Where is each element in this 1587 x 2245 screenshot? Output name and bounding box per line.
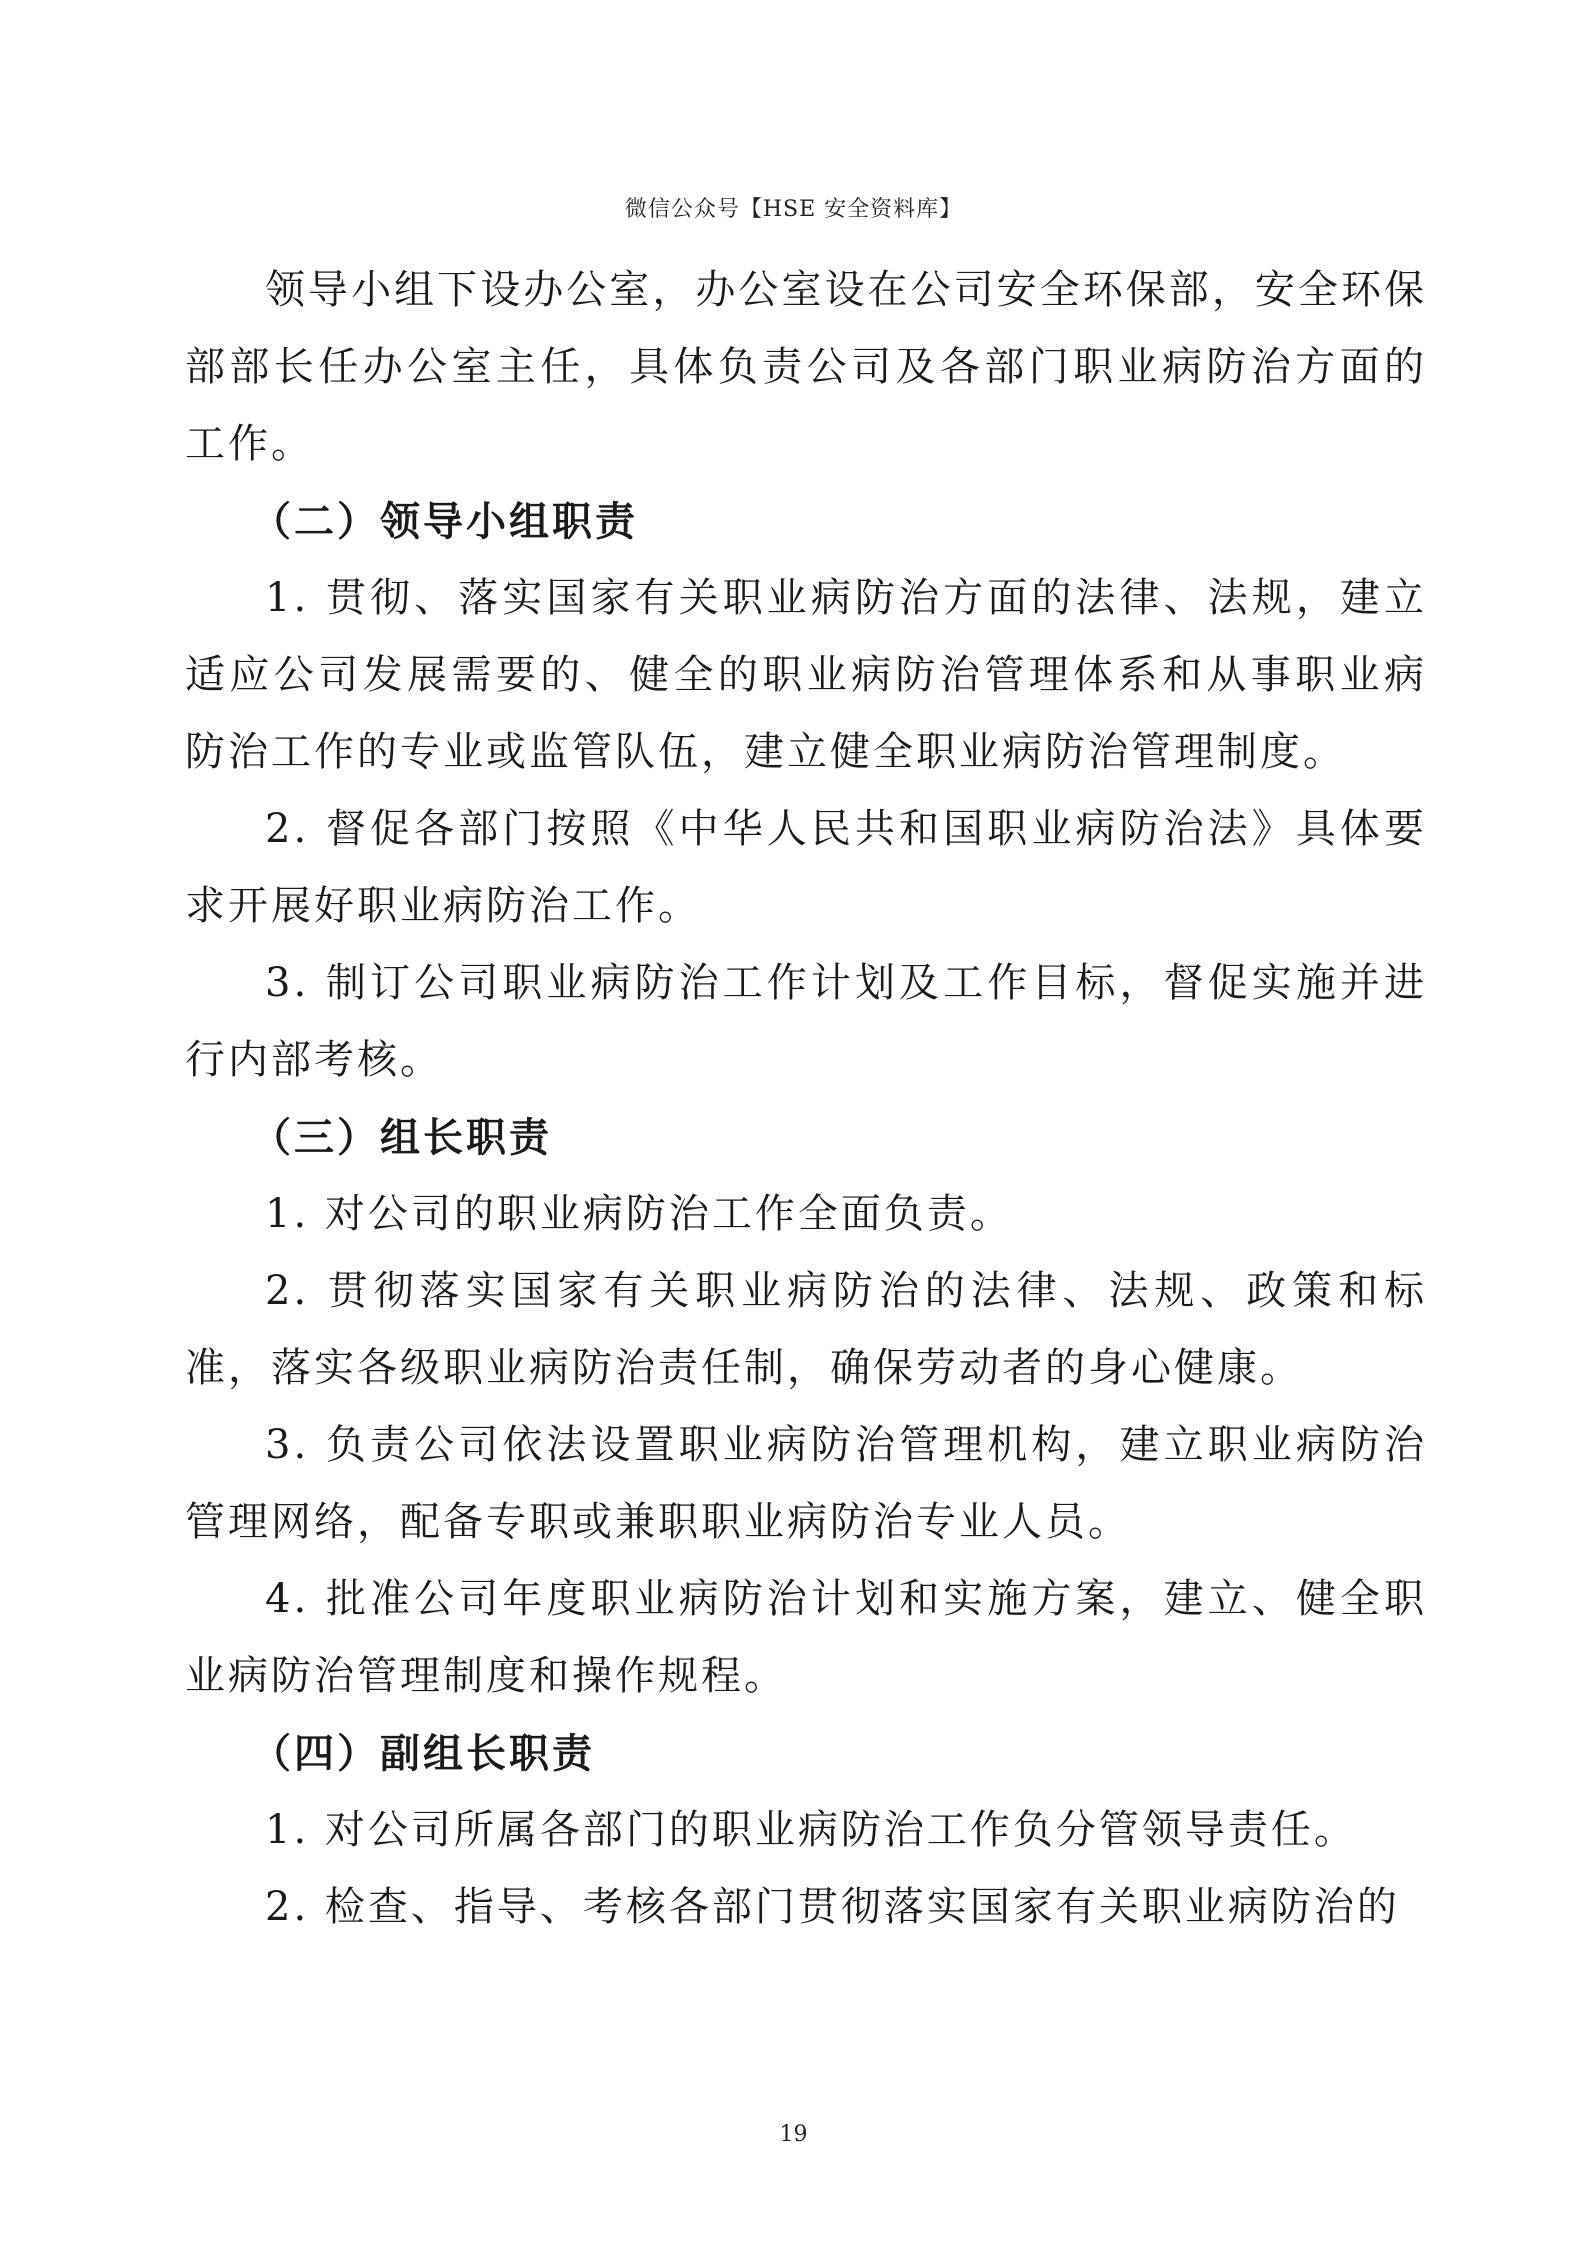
paragraph: 2. 督促各部门按照《中华人民共和国职业病防治法》具体要求开展好职业病防治工作。	[185, 806, 1427, 929]
document-body	[185, 252, 1427, 1946]
paragraph: 4. 批准公司年度职业病防治计划和实施方案，建立、健全职业病防治管理制度和操作规程。	[185, 1576, 1427, 1699]
section-heading-leadership-group-duties: （二）领导小组职责	[251, 498, 638, 545]
page-number: 19	[779, 2122, 808, 2147]
section-heading-deputy-leader-duties: （四）副组长职责	[251, 1730, 595, 1777]
paragraph: 1. 对公司所属各部门的职业病防治工作负分管领导责任。	[265, 1807, 1357, 1853]
intro-paragraph: 领导小组下设办公室，办公室设在公司安全环保部，安全环保部部长任办公室主任，具体负责公司及各部门职业病防治方面的工作。	[185, 267, 1427, 467]
paragraph: 3. 制订公司职业病防治工作计划及工作目标，督促实施并进行内部考核。	[185, 960, 1427, 1083]
paragraph: 2. 检查、指导、考核各部门贯彻落实国家有关职业病防治的	[265, 1884, 1400, 1930]
page-header: 微信公众号【HSE 安全资料库】	[624, 197, 963, 222]
section-heading-group-leader-duties: （三）组长职责	[251, 1114, 552, 1161]
paragraph: 3. 负责公司依法设置职业病防治管理机构，建立职业病防治管理网络，配备专职或兼职职业病防治专业人员。	[185, 1422, 1427, 1545]
paragraph: 1. 贯彻、落实国家有关职业病防治方面的法律、法规，建立适应公司发展需要的、健全的职业病防治管理体系和从事职业病防治工作的专业或监管队伍，建立健全职业病防治管理制度。	[185, 575, 1427, 775]
paragraph: 2. 贯彻落实国家有关职业病防治的法律、法规、政策和标准，落实各级职业病防治责任制，确保劳动者的身心健康。	[185, 1268, 1427, 1391]
paragraph: 1. 对公司的职业病防治工作全面负责。	[265, 1191, 1013, 1237]
